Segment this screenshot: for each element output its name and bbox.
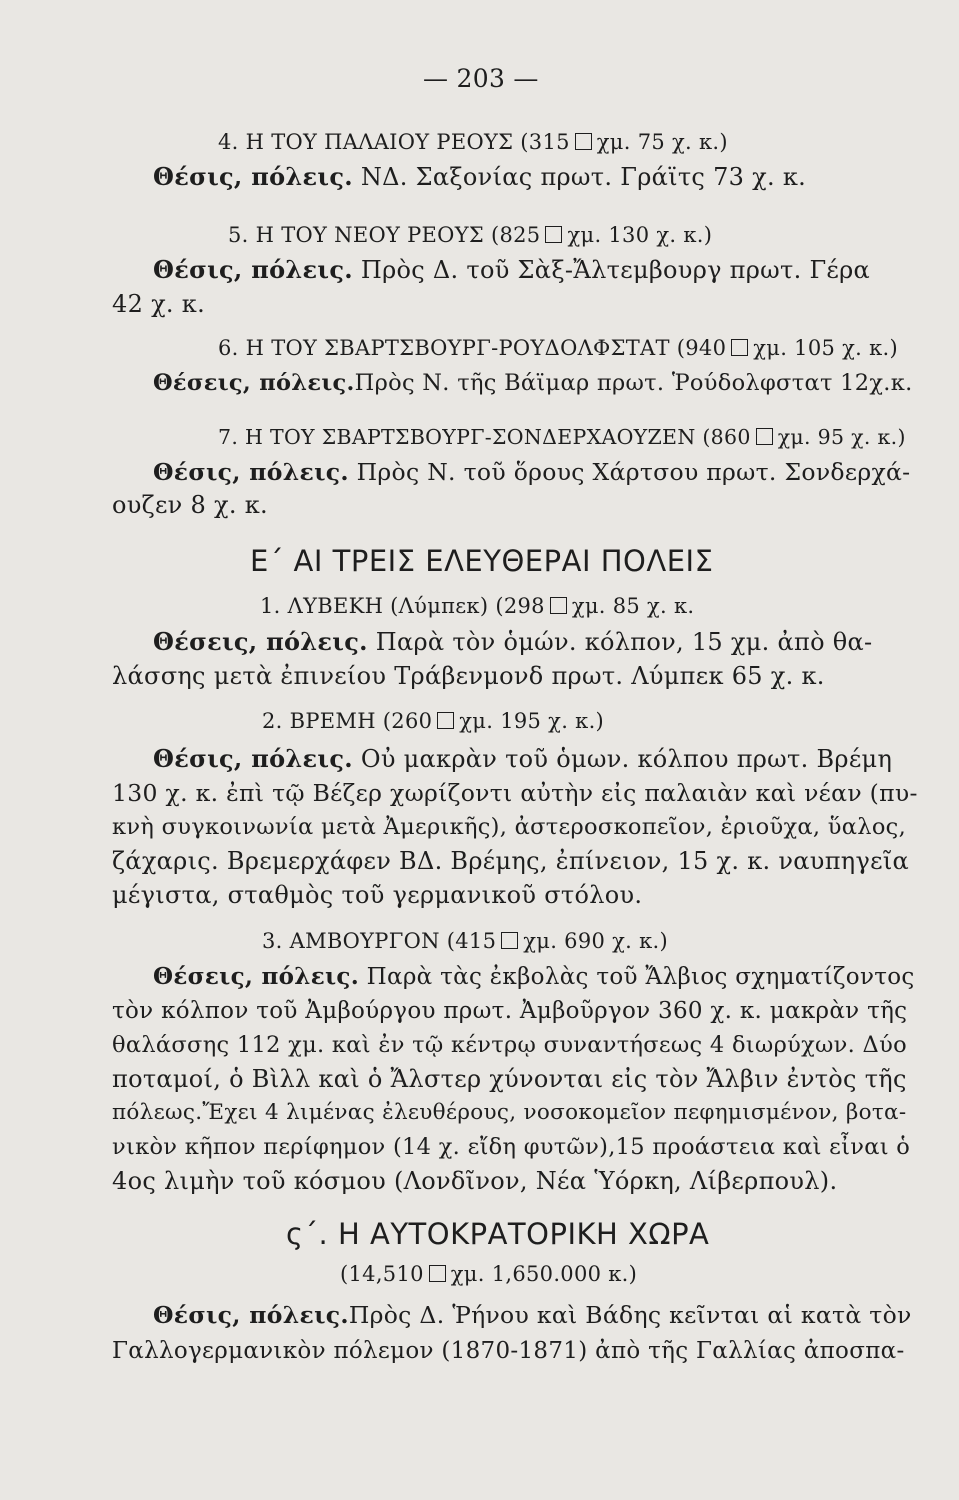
section-7-body: Θέσις, πόλεις. Πρὸς Ν. τοῦ ὅρους Χάρτσου πρωτ. Σονδερχά- (153, 458, 911, 486)
section-4-title: 4. Η ΤΟΥ ΠΑΛΑΙΟΥ ΡΕΟΥΣ (315 χμ. 75 χ. κ.) (218, 130, 728, 154)
section-5-body: Θέσις, πόλεις. Πρὸς Δ. τοῦ Σὰξ-Ἄλτεμβουργ πρωτ. Γέρα (153, 255, 871, 284)
label: Θέσις, πόλεις. (153, 1301, 349, 1329)
section-6-title: 6. Η ΤΟΥ ΣΒΑΡΤΣΒΟΥΡΓ-ΡΟΥΔΟΛΦΣΤΑΤ (940 χμ. 105 χ. κ.) (218, 336, 899, 360)
e3-line6: νικὸν κῆπον περίφημον (14 χ. εἴδη φυτῶν),15 προάστεια καὶ εἶναι ὁ (112, 1134, 911, 1160)
square-km-symbol (550, 597, 567, 614)
section-4-body: Θέσις, πόλεις. ΝΔ. Σαξονίας πρωτ. Γράϊτς 73 χ. κ. (153, 162, 807, 191)
e2-line3: κνὴ συγκοινωνία μετὰ Ἀμερικῆς), ἀστεροσκοπεῖον, ἐριοῦχα, ὕαλος, (112, 814, 907, 840)
e3-line5: πόλεως.Ἔχει 4 λιμένας ἐλευθέρους, νοσοκομεῖον πεφημισμένον, βοτα- (112, 1100, 907, 1125)
square-km-symbol (756, 428, 773, 445)
e3-line4: ποταμοί, ὁ Βὶλλ καὶ ὁ Ἄλστερ χύνονται εἰς τὸν Ἄλβιν ἐντὸς τῆς (112, 1065, 907, 1093)
label: Θέσεις, πόλεις. (153, 963, 360, 990)
e1-title: 1. ΛΥΒΕΚΗ (Λύμπεκ) (298 χμ. 85 χ. κ. (260, 594, 695, 618)
label: Θέσεις, πόλεις. (153, 370, 355, 396)
label: Θέσεις, πόλεις. (153, 627, 368, 656)
label: Θέσις, πόλεις. (153, 255, 353, 284)
e3-line7: 4ος λιμὴν τοῦ κόσμου (Λονδῖνον, Νέα Ὑόρκη, Λίβερπουλ). (112, 1167, 838, 1195)
e2-line5: μέγιστα, σταθμὸς τοῦ γερμανικοῦ στόλου. (112, 881, 643, 909)
e1-body: Θέσεις, πόλεις. Παρὰ τὸν ὁμών. κόλπον, 15 χμ. ἀπὸ θα- (153, 627, 873, 656)
e2-line2: 130 χ. κ. ἐπὶ τῷ Βέζερ χωρίζοντι αὐτὴν εἰς παλαιὰν καὶ νέαν (πυ- (112, 779, 918, 807)
s-body: Θέσις, πόλεις.Πρὸς Δ. Ῥήνου καὶ Βάδης κεῖνται αἱ κατὰ τὸν (153, 1301, 912, 1329)
label: Θέσις, πόλεις. (153, 744, 353, 773)
s-stats: (14,510 χμ. 1,650.000 κ.) (340, 1262, 638, 1286)
square-km-symbol (501, 932, 518, 949)
label: Θέσις, πόλεις. (153, 162, 353, 191)
page-number: — 203 — (423, 64, 539, 93)
e2-line4: ζάχαρις. Βρεμερχάφεν ΒΔ. Βρέμης, ἐπίνειον, 15 χ. κ. ναυπηγεῖα (112, 847, 910, 875)
e3-line2: τὸν κόλπον τοῦ Ἀμβούργου πρωτ. Ἀμβοῦργον 360 χ. κ. μακρὰν τῆς (112, 998, 908, 1024)
square-km-symbol (731, 339, 748, 356)
heading-s: ς΄. Η ΑΥΤΟΚΡΑΤΟΡΙΚΗ ΧΩΡΑ (286, 1217, 710, 1251)
e2-title: 2. ΒΡΕΜΗ (260 χμ. 195 χ. κ.) (262, 709, 605, 733)
section-7-line2: ουζεν 8 χ. κ. (112, 491, 268, 519)
e2-body: Θέσις, πόλεις. Οὐ μακρὰν τοῦ ὁμων. κόλπου πρωτ. Βρέμη (153, 744, 893, 773)
e1-line2: λάσσης μετὰ ἐπινείου Τράβενμονδ πρωτ. Λύμπεκ 65 χ. κ. (112, 662, 825, 690)
e3-line3: θαλάσσης 112 χμ. καὶ ἐν τῷ κέντρῳ συναντήσεως 4 διωρύχων. Δύο (112, 1032, 907, 1058)
label: Θέσις, πόλεις. (153, 458, 349, 486)
e3-body: Θέσεις, πόλεις. Παρὰ τὰς ἐκβολὰς τοῦ Ἄλβιος σχηματίζοντος (153, 963, 915, 990)
s-line2: Γαλλογερμανικὸν πόλεμον (1870-1871) ἀπὸ τῆς Γαλλίας ἀποσπα- (112, 1338, 905, 1364)
heading-e: Ε΄ ΑΙ ΤΡΕΙΣ ΕΛΕΥΘΕΡΑΙ ΠΟΛΕΙΣ (250, 544, 714, 578)
square-km-symbol (545, 226, 562, 243)
section-5-line2: 42 χ. κ. (112, 290, 205, 318)
section-5-title: 5. Η ΤΟΥ ΝΕΟΥ ΡΕΟΥΣ (825 χμ. 130 χ. κ.) (228, 223, 713, 247)
square-km-symbol (437, 712, 454, 729)
e3-title: 3. ΑΜΒΟΥΡΓΟΝ (415 χμ. 690 χ. κ.) (262, 929, 668, 953)
section-6-body: Θέσεις, πόλεις.Πρὸς Ν. τῆς Βάϊμαρ πρωτ. Ῥούδολφστατ 12χ.κ. (153, 370, 913, 396)
square-km-symbol (429, 1265, 446, 1282)
square-km-symbol (575, 133, 592, 150)
section-7-title: 7. Η ΤΟΥ ΣΒΑΡΤΣΒΟΥΡΓ-ΣΟΝΔΕΡΧΑΟΥΖΕΝ (860 χμ. 95 χ. κ.) (218, 425, 906, 449)
